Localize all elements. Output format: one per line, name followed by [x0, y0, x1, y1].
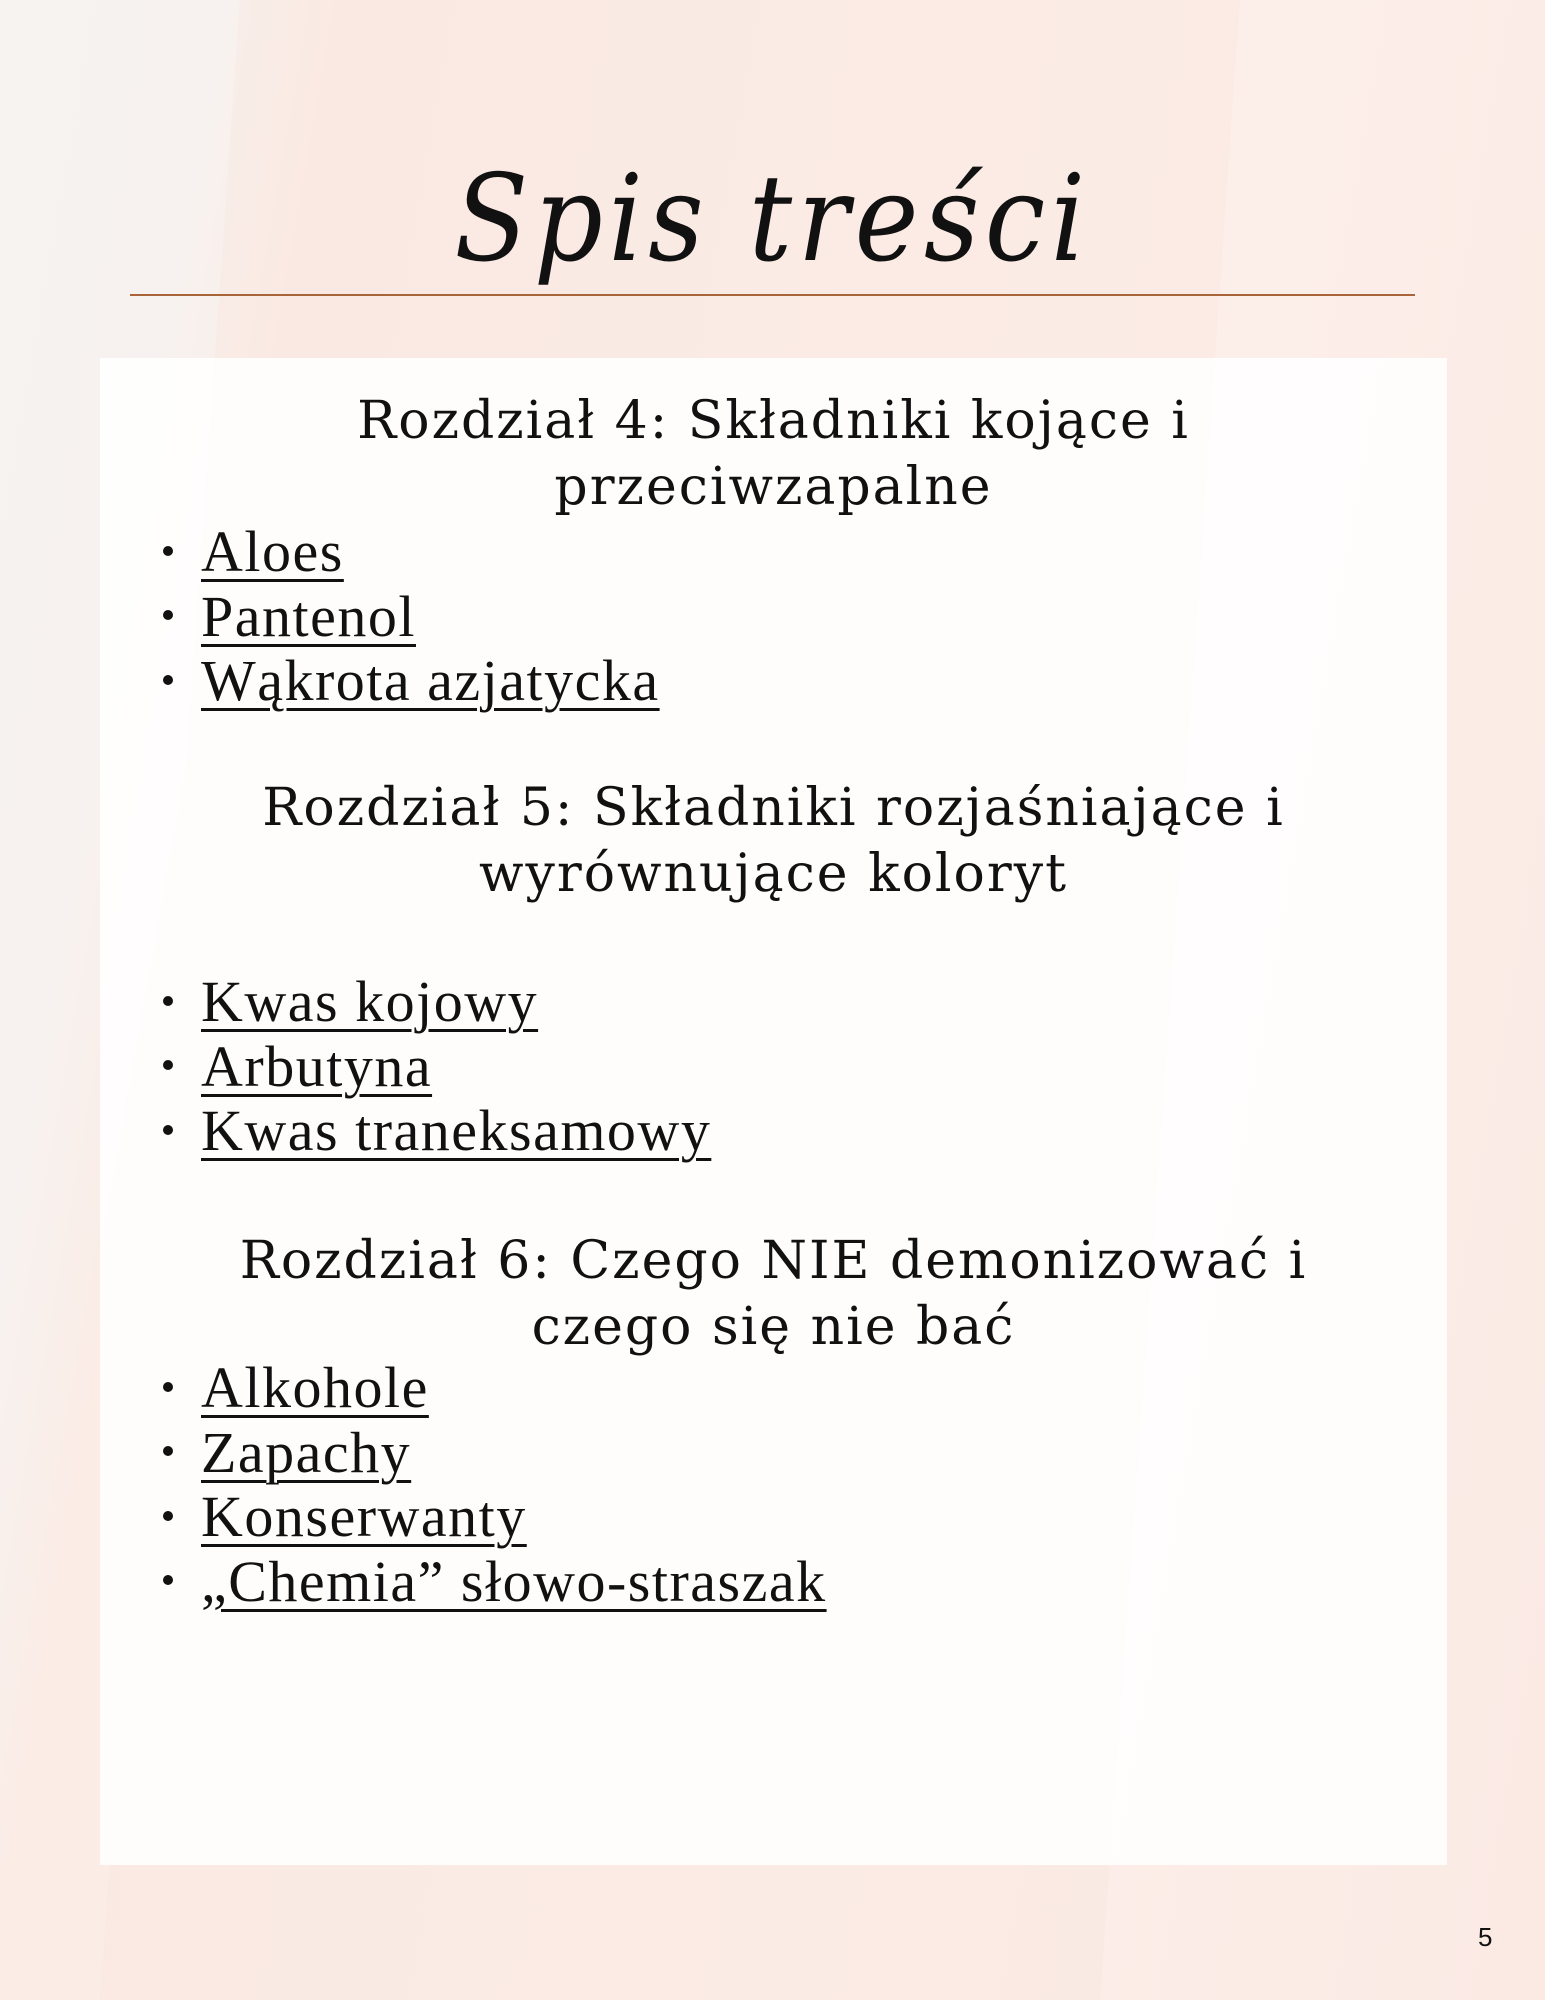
page-title: Spis treści: [454, 150, 1091, 289]
chapter-heading-line: przeciwzapalne: [554, 457, 993, 517]
toc-link[interactable]: Arbutyna: [201, 1033, 433, 1099]
bullet-icon: [163, 675, 173, 685]
list-item: [155, 1485, 827, 1550]
list-item: [155, 520, 660, 585]
toc-link[interactable]: „Chemia” słowo-straszak: [201, 1548, 827, 1614]
chapter-4-list: [155, 520, 660, 714]
chapter-heading-line: Rozdział 6: Czego NIE demonizować i: [239, 1231, 1308, 1291]
chapter-5-list: [155, 970, 711, 1164]
toc-link[interactable]: Kwas kojowy: [201, 969, 539, 1034]
chapter-6-list: [155, 1356, 827, 1614]
chapter-heading-line: Rozdział 4: Składniki kojące i: [357, 391, 1190, 451]
list-item: [155, 1035, 711, 1100]
bullet-icon: [163, 610, 173, 620]
bullet-icon: [163, 996, 173, 1006]
bullet-icon: [163, 1125, 173, 1135]
bullet-icon: [163, 1511, 173, 1521]
bullet-icon: [163, 1575, 173, 1585]
bullet-icon: [163, 546, 173, 556]
toc-link[interactable]: Pantenol: [201, 583, 416, 649]
bullet-icon: [163, 1382, 173, 1392]
toc-link[interactable]: Aloes: [201, 519, 344, 584]
chapter-heading: [100, 388, 1447, 520]
chapter-heading: [100, 775, 1447, 907]
list-item: [155, 1356, 827, 1421]
page-number: 5: [1478, 1922, 1493, 1952]
chapter-heading: [100, 1228, 1447, 1360]
list-item: [155, 1099, 711, 1164]
toc-link[interactable]: Zapachy: [201, 1419, 412, 1485]
list-item: [155, 970, 711, 1035]
chapter-heading-line: Rozdział 5: Składniki rozjaśniające i: [262, 778, 1285, 838]
list-item: [155, 649, 660, 714]
chapter-heading-line: czego się nie bać: [531, 1297, 1016, 1357]
toc-link[interactable]: Kwas traneksamowy: [201, 1098, 712, 1163]
list-item: [155, 585, 660, 650]
title-divider: [130, 294, 1415, 296]
bullet-icon: [163, 1446, 173, 1456]
list-item: [155, 1550, 827, 1615]
toc-link[interactable]: Wąkrota azjatycka: [201, 648, 660, 713]
toc-link[interactable]: Alkohole: [201, 1355, 429, 1420]
toc-link[interactable]: Konserwanty: [201, 1484, 527, 1549]
chapter-heading-line: wyrównujące koloryt: [479, 844, 1068, 904]
bullet-icon: [163, 1060, 173, 1070]
list-item: [155, 1421, 827, 1486]
